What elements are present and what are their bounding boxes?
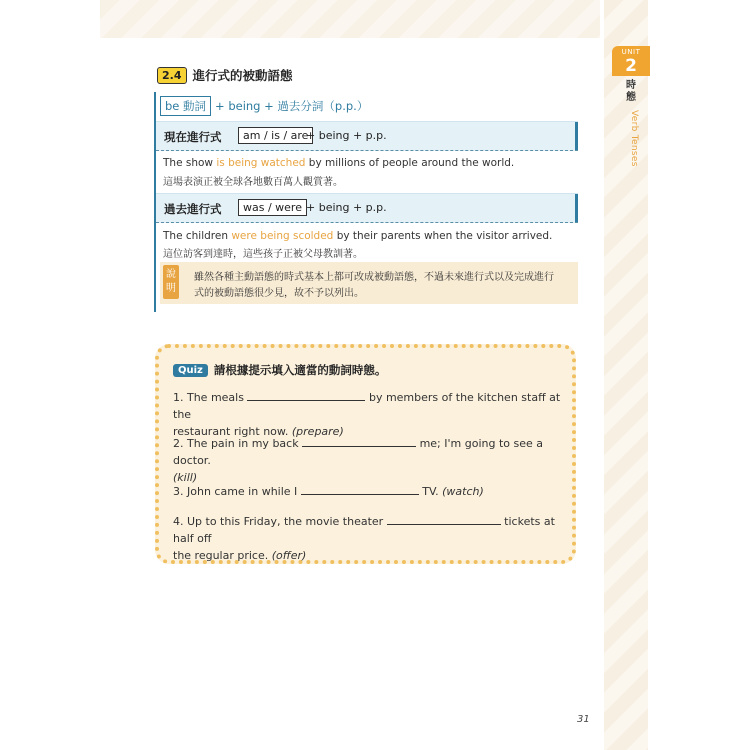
quiz-hint: (prepare) bbox=[291, 425, 344, 438]
past-box: was / were bbox=[238, 199, 307, 216]
section-title: 進行式的被動語態 bbox=[192, 68, 293, 83]
answer-blank-4[interactable] bbox=[387, 513, 501, 525]
present-example-en bbox=[163, 157, 514, 169]
quiz-item-text: me; I'm going to see a doctor. bbox=[173, 437, 544, 467]
past-progressive-band bbox=[156, 193, 578, 223]
quiz-item-3 bbox=[173, 483, 565, 500]
quiz-item-text: 4. Up to this Friday, the movie theater bbox=[173, 515, 387, 528]
quiz-item-text: 2. The pain in my back bbox=[173, 437, 303, 450]
present-rest: + being + p.p. bbox=[306, 129, 387, 142]
unit-word: UNIT bbox=[621, 48, 641, 56]
quiz-item-text: restaurant right now. bbox=[173, 425, 292, 438]
past-label: 過去進行式 bbox=[164, 202, 222, 216]
quiz-item-text: the regular price. bbox=[173, 549, 272, 562]
page-number: 31 bbox=[577, 714, 590, 725]
note-text bbox=[194, 270, 574, 302]
section-heading bbox=[157, 66, 293, 84]
quiz-item-1 bbox=[173, 389, 565, 440]
past-rest: + being + p.p. bbox=[306, 201, 387, 214]
past-ex-before: The children bbox=[163, 230, 232, 242]
answer-blank-1[interactable] bbox=[247, 389, 365, 401]
answer-blank-3[interactable] bbox=[301, 483, 419, 495]
quiz-item-text: tickets at half off bbox=[173, 515, 555, 545]
note-badge: 說明 bbox=[163, 265, 179, 299]
unit-tab bbox=[612, 46, 650, 76]
quiz-item-text: TV. bbox=[418, 485, 443, 498]
be-verb-box: be 動詞 bbox=[160, 96, 211, 116]
present-ex-before: The show bbox=[163, 157, 217, 169]
answer-blank-2[interactable] bbox=[302, 435, 416, 447]
present-progressive-band bbox=[156, 121, 578, 151]
quiz-item-text: 3. John came in while I bbox=[173, 485, 301, 498]
quiz-hint: (kill) bbox=[173, 471, 198, 484]
note-line-2: 式的被動語態很少見，故不予以列出。 bbox=[194, 288, 364, 299]
chapter-title-zh: 時態 bbox=[626, 80, 636, 103]
quiz-heading bbox=[173, 362, 386, 378]
quiz-item-4 bbox=[173, 513, 565, 564]
present-label: 現在進行式 bbox=[164, 130, 222, 144]
quiz-hint: (watch) bbox=[442, 485, 484, 498]
present-example-zh: 這場表演正被全球各地數百萬人觀賞著。 bbox=[163, 177, 343, 188]
past-example-en bbox=[163, 230, 552, 242]
quiz-title: 請根據提示填入適當的動詞時態。 bbox=[213, 363, 387, 377]
quiz-item-text: 1. The meals bbox=[173, 391, 248, 404]
unit-number: 2 bbox=[625, 56, 637, 76]
quiz-item-2 bbox=[173, 435, 565, 486]
present-ex-after: by millions of people around the world. bbox=[305, 157, 515, 169]
present-box: am / is / are bbox=[238, 127, 313, 144]
note-box bbox=[160, 262, 578, 304]
section-number: 2.4 bbox=[157, 67, 187, 84]
quiz-hint: (offer) bbox=[271, 549, 307, 562]
outer-margin bbox=[0, 0, 100, 750]
side-pattern-strip bbox=[604, 0, 648, 750]
formula-rest: + being + 過去分詞（p.p.） bbox=[215, 99, 369, 113]
past-ex-after: by their parents when the visitor arrived. bbox=[333, 230, 553, 242]
top-pattern bbox=[100, 0, 600, 38]
quiz-badge: Quiz bbox=[173, 364, 208, 377]
past-example-zh: 這位訪客到達時，這些孩子正被父母教訓著。 bbox=[163, 249, 363, 260]
note-line-1: 雖然各種主動語態的時式基本上都可改成被動語態，不過未來進行式以及完成進行 bbox=[194, 272, 554, 283]
formula bbox=[160, 96, 368, 116]
past-ex-highlight: were being scolded bbox=[231, 230, 334, 242]
chapter-title-en: Verb Tenses bbox=[629, 110, 639, 167]
quiz-box bbox=[155, 344, 576, 564]
present-ex-highlight: is being watched bbox=[216, 157, 306, 169]
quiz-item-text: by members of the kitchen staff at the bbox=[173, 391, 561, 421]
